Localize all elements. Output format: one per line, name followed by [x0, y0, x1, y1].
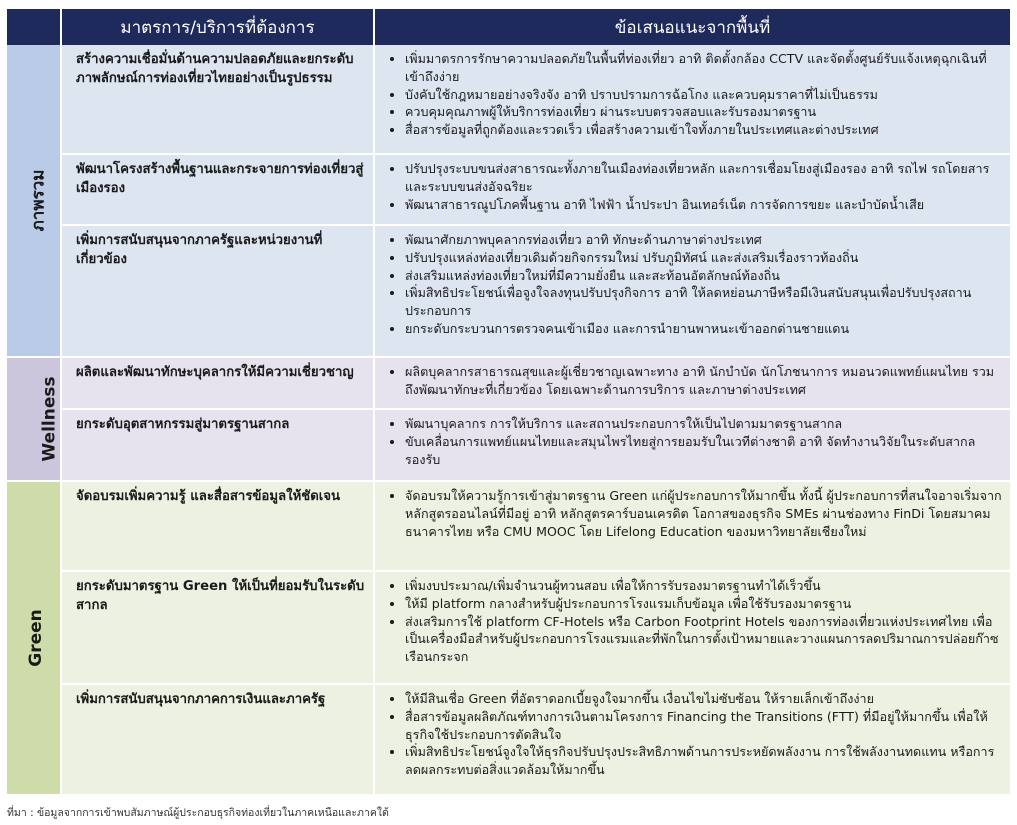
proposal-item: • เพิ่มสิทธิประโยชน์จูงใจให้ธุรกิจปรับปรุงประสิทธิภาพด้านการประหยัดพลังงาน การใช้พลังงานทดแทน หรือการลดผลกระทบต่อสิ่งแวดล้อมให้มากขึ้น [405, 743, 1002, 779]
header-proposal: ข้อเสนอแนะจากพื้นที่ [375, 9, 1010, 45]
table-row [7, 410, 1010, 482]
proposal-cell [375, 685, 1010, 796]
category-label: ภาพรวม [28, 169, 49, 232]
proposal-cell [375, 45, 1010, 155]
proposal-item: • ให้มีสินเชื่อ Green ที่อัตราดอกเบี้ยจูงใจมากขึ้น เงื่อนไขไม่ซับซ้อน ให้รายเล็กเข้าถึงง่าย [405, 690, 1002, 708]
table-row [7, 155, 1010, 226]
category-label: Wellness [39, 376, 60, 462]
category-cell-overview [7, 45, 62, 358]
header-measure: มาตรการ/บริการที่ต้องการ [62, 9, 375, 45]
recommendation-table-container [7, 9, 1010, 796]
measure-cell: ยกระดับอุตสาหกรรมสู่มาตรฐานสากล [62, 410, 375, 482]
header-category [7, 9, 62, 45]
proposal-item: • ควบคุมคุณภาพผู้ให้บริการท่องเที่ยว ผ่านระบบตรวจสอบและรับรองมาตรฐาน [405, 103, 1002, 121]
measure-cell: เพิ่มการสนับสนุนจากภาครัฐและหน่วยงานที่เกี่ยวข้อง [62, 226, 375, 358]
proposal-cell [375, 358, 1010, 410]
table-row [7, 45, 1010, 155]
proposal-item: • เพิ่มสิทธิประโยชน์เพื่อจูงใจลงทุนปรับปรุงกิจการ อาทิ ให้ลดหย่อนภาษีหรือมีเงินสนับสนุนเพื่อปรับปรุงสถานประกอบการ [405, 284, 1002, 320]
measure-cell: พัฒนาโครงสร้างพื้นฐานและกระจายการท่องเที่ยวสู่เมืองรอง [62, 155, 375, 226]
proposal-item: • เพิ่มมาตรการรักษาความปลอดภัยในพื้นที่ท่องเที่ยว อาทิ ติดตั้งกล้อง CCTV และจัดตั้งศูนย์รับแจ้งเหตุฉุกเฉินที่เข้าถึงง่าย [405, 50, 1002, 86]
proposal-item: • พัฒนาศักยภาพบุคลากรท่องเที่ยว อาทิ ทักษะด้านภาษาต่างประเทศ [405, 231, 1002, 249]
table-header-row [7, 9, 1010, 45]
proposal-item: • สื่อสารข้อมูลที่ถูกต้องและรวดเร็ว เพื่อสร้างความเข้าใจทั้งภายในประเทศและต่างประเทศ [405, 121, 1002, 139]
proposal-item: • ขับเคลื่อนการแพทย์แผนไทยและสมุนไพรไทยสู่การยอมรับในเวทีต่างชาติ อาทิ จัดทำงานวิจัยในระดับสากลรองรับ [405, 433, 1002, 469]
proposal-item: • ส่งเสริมการใช้ platform CF-Hotels หรือ Carbon Footprint Hotels ของการท่องเที่ยวแห่งประเทศไทย เพื่อเป็นเครื่องมือสำหรับผู้ประกอบการโรงแรมและที่พักในการตั้งเป้าหมายและวางแผนการลดปริมาณการปล่อยก๊าซเรือนกระจก [405, 613, 1002, 666]
table-row [7, 685, 1010, 796]
proposal-cell [375, 572, 1010, 685]
proposal-cell [375, 482, 1010, 572]
proposal-cell [375, 226, 1010, 358]
proposal-cell [375, 410, 1010, 482]
table-row [7, 358, 1010, 410]
proposal-item: • บังคับใช้กฎหมายอย่างจริงจัง อาทิ ปราบปรามการฉ้อโกง และควบคุมราคาที่ไม่เป็นธรรม [405, 86, 1002, 104]
proposal-item: • จัดอบรมให้ความรู้การเข้าสู่มาตรฐาน Green แก่ผู้ประกอบการให้มากขึ้น ทั้งนี้ ผู้ประกอบการที่สนใจอาจเริ่มจากหลักสูตรออนไลน์ที่มีอยู่ อาทิ หลักสูตรคาร์บอนเครดิต โอกาสของธุรกิจ SMEs ผ่านช่องทาง FinDi โดยสมาคมธนาคารไทย หรือ CMU MOOC โดย Lifelong Education ของมหาวิทยาลัยเชียงใหม่ [405, 487, 1002, 540]
proposal-item: • เพิ่มงบประมาณ/เพิ่มจำนวนผู้ทวนสอบ เพื่อให้การรับรองมาตรฐานทำได้เร็วขึ้น [405, 577, 1002, 595]
category-label: Green [25, 609, 46, 667]
category-cell-wellness [7, 358, 62, 482]
measure-cell: จัดอบรมเพิ่มความรู้ และสื่อสารข้อมูลให้ชัดเจน [62, 482, 375, 572]
table-row [7, 572, 1010, 685]
proposal-item: • ยกระดับกระบวนการตรวจคนเข้าเมือง และการนำยานพาหนะเข้าออกด่านชายแดน [405, 320, 1002, 338]
table-row [7, 226, 1010, 358]
proposal-item: • ส่งเสริมแหล่งท่องเที่ยวใหม่ที่มีความยั่งยืน และสะท้อนอัตลักษณ์ท้องถิ่น [405, 267, 1002, 285]
measure-cell: เพิ่มการสนับสนุนจากภาคการเงินและภาครัฐ [62, 685, 375, 796]
proposal-item: • ให้มี platform กลางสำหรับผู้ประกอบการโรงแรมเก็บข้อมูล เพื่อใช้รับรองมาตรฐาน [405, 595, 1002, 613]
proposal-item: • พัฒนาสาธารณูปโภคพื้นฐาน อาทิ ไฟฟ้า น้ำประปา อินเทอร์เน็ต การจัดการขยะ และบำบัดน้ำเสีย [405, 196, 1002, 214]
proposal-item: • สื่อสารข้อมูลผลิตภัณฑ์ทางการเงินตามโครงการ Financing the Transitions (FTT) ที่มีอยู่ให้มากขึ้น เพื่อให้ธุรกิจใช้ประกอบการตัดสินใจ [405, 708, 1002, 744]
table-row [7, 482, 1010, 572]
category-cell-green [7, 482, 62, 796]
measure-cell: สร้างความเชื่อมั่นด้านความปลอดภัยและยกระดับภาพลักษณ์การท่องเที่ยวไทยอย่างเป็นรูปธรรม [62, 45, 375, 155]
proposal-item: • ปรับปรุงระบบขนส่งสาธารณะทั้งภายในเมืองท่องเที่ยวหลัก และการเชื่อมโยงสู่เมืองรอง อาทิ รถไฟ รถโดยสาร และระบบขนส่งอัจฉริยะ [405, 160, 1002, 196]
source-note: ที่มา : ข้อมูลจากการเข้าพบสัมภาษณ์ผู้ประกอบธุรกิจท่องเที่ยวในภาคเหนือและภาคใต้ [7, 807, 389, 819]
proposal-item: • ผลิตบุคลากรสาธารณสุขและผู้เชี่ยวชาญเฉพาะทาง อาทิ นักบำบัด นักโภชนาการ หมอนวดแพทย์แผนไทย รวมถึงพัฒนาทักษะที่เกี่ยวข้อง โดยเฉพาะด้านการบริการ และภาษาต่างประเทศ [405, 363, 1002, 399]
proposal-item: • พัฒนาบุคลากร การให้บริการ และสถานประกอบการให้เป็นไปตามมาตรฐานสากล [405, 415, 1002, 433]
proposal-cell [375, 155, 1010, 226]
measure-cell: ยกระดับมาตรฐาน Green ให้เป็นที่ยอมรับในระดับสากล [62, 572, 375, 685]
proposal-item: • ปรับปรุงแหล่งท่องเที่ยวเดิมด้วยกิจกรรมใหม่ ปรับภูมิทัศน์ และส่งเสริมเรื่องราวท้องถิ่น [405, 249, 1002, 267]
recommendation-table [7, 9, 1010, 796]
measure-cell: ผลิตและพัฒนาทักษะบุคลากรให้มีความเชี่ยวชาญ [62, 358, 375, 410]
